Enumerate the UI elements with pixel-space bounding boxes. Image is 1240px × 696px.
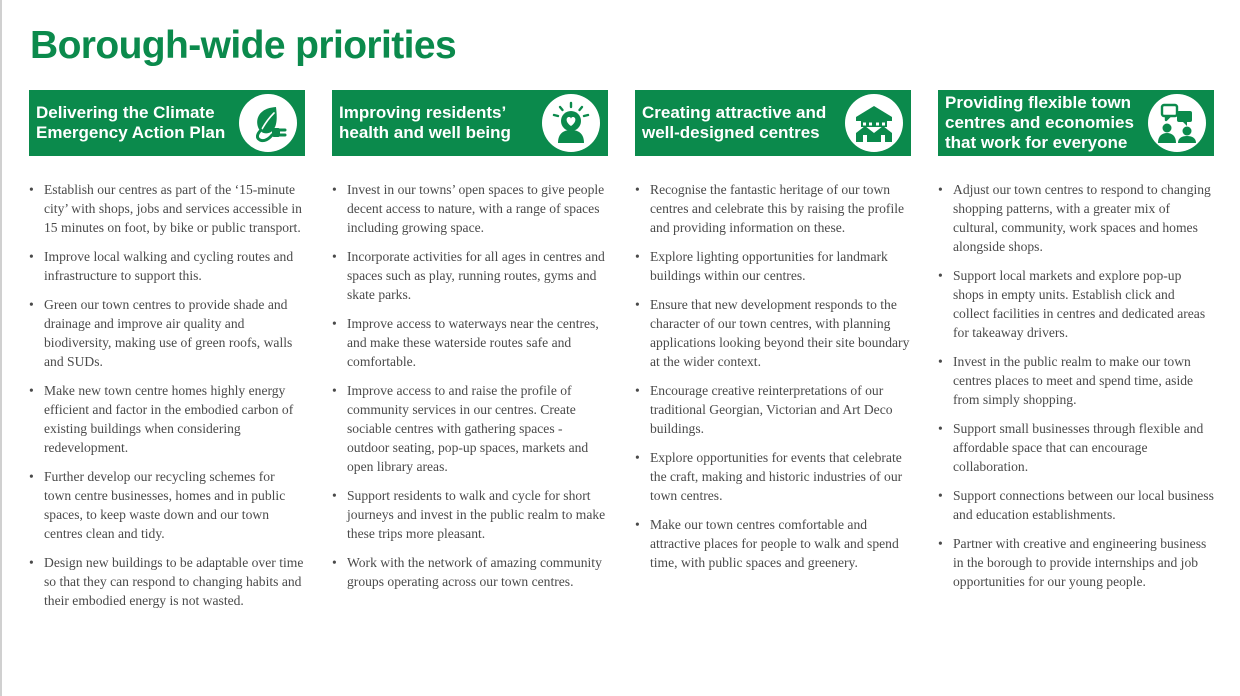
people-chat-icon bbox=[1148, 94, 1206, 152]
priority-column-climate bbox=[29, 90, 305, 620]
column-header bbox=[29, 90, 305, 156]
list-item: • Support residents to walk and cycle for short journeys and invest in the public realm to make these trips more pleasant. bbox=[332, 486, 608, 543]
list-item: • Work with the network of amazing community groups operating across our town centres. bbox=[332, 553, 608, 591]
bullet-list bbox=[29, 180, 305, 610]
column-heading: Creating attractive and well-designed centres bbox=[642, 103, 827, 142]
column-header bbox=[635, 90, 911, 156]
list-item: • Adjust our town centres to respond to changing shopping patterns, with a greater mix of cultural, community, work spaces and homes alongside shops. bbox=[938, 180, 1214, 256]
bullet-list bbox=[332, 180, 608, 591]
priority-column-design bbox=[635, 90, 911, 582]
list-item: • Make our town centres comfortable and attractive places for people to walk and spend time, with public spaces and greenery. bbox=[635, 515, 911, 572]
list-item: • Support small businesses through flexible and affordable space that can encourage collaboration. bbox=[938, 419, 1214, 476]
list-item: • Improve access to and raise the profile of community services in our centres. Create sociable centres with gathering spaces - outdoor seating, pop-up spaces, markets and open library areas. bbox=[332, 381, 608, 476]
list-item: • Explore opportunities for events that celebrate the craft, making and historic industries of our town centres. bbox=[635, 448, 911, 505]
list-item: • Make new town centre homes highly energy efficient and factor in the embodied carbon of existing buildings when considering redevelopment. bbox=[29, 381, 305, 457]
column-header bbox=[938, 90, 1214, 156]
column-heading: Providing flexible town centres and economies that work for everyone bbox=[945, 93, 1134, 152]
list-item: • Invest in the public realm to make our town centres places to meet and spend time, aside from simply shopping. bbox=[938, 352, 1214, 409]
page-edge-line bbox=[0, 0, 2, 696]
list-item: • Explore lighting opportunities for landmark buildings within our centres. bbox=[635, 247, 911, 285]
column-header bbox=[332, 90, 608, 156]
priority-column-economy bbox=[938, 90, 1214, 601]
list-item: • Ensure that new development responds to the character of our town centres, with planning applications looking beyond their site boundary at the wider context. bbox=[635, 295, 911, 371]
list-item: • Improve local walking and cycling routes and infrastructure to support this. bbox=[29, 247, 305, 285]
leaf-plug-icon bbox=[239, 94, 297, 152]
list-item: • Recognise the fantastic heritage of our town centres and celebrate this by raising the profile and providing information on these. bbox=[635, 180, 911, 237]
list-item: • Encourage creative reinterpretations of our traditional Georgian, Victorian and Art Deco buildings. bbox=[635, 381, 911, 438]
buildings-icon bbox=[845, 94, 903, 152]
list-item: • Incorporate activities for all ages in centres and spaces such as play, running routes, gyms and skate parks. bbox=[332, 247, 608, 304]
bullet-list bbox=[635, 180, 911, 572]
list-item: • Improve access to waterways near the centres, and make these waterside routes safe and comfortable. bbox=[332, 314, 608, 371]
column-heading: Improving residents’ health and well being bbox=[339, 103, 511, 142]
priority-column-health bbox=[332, 90, 608, 601]
list-item: • Partner with creative and engineering business in the borough to provide internships and job opportunities for our young people. bbox=[938, 534, 1214, 591]
list-item: • Design new buildings to be adaptable over time so that they can respond to changing habits and their embodied energy is not wasted. bbox=[29, 553, 305, 610]
list-item: • Support local markets and explore pop-up shops in empty units. Establish click and collect facilities in centres and dedicated areas for takeaway drivers. bbox=[938, 266, 1214, 342]
list-item: • Support connections between our local business and education establishments. bbox=[938, 486, 1214, 524]
page-title: Borough-wide priorities bbox=[30, 24, 457, 67]
list-item: • Establish our centres as part of the ‘15-minute city’ with shops, jobs and services accessible in 15 minutes on foot, by bike or public transport. bbox=[29, 180, 305, 237]
column-heading: Delivering the Climate Emergency Action Plan bbox=[36, 103, 226, 142]
list-item: • Green our town centres to provide shade and drainage and improve air quality and biodiversity, making use of green roofs, walls and SUDs. bbox=[29, 295, 305, 371]
list-item: • Invest in our towns’ open spaces to give people decent access to nature, with a range of spaces including growing space. bbox=[332, 180, 608, 237]
bullet-list bbox=[938, 180, 1214, 591]
person-heart-icon bbox=[542, 94, 600, 152]
list-item: • Further develop our recycling schemes for town centre businesses, homes and in public spaces, to keep waste down and our town centres clean and tidy. bbox=[29, 467, 305, 543]
